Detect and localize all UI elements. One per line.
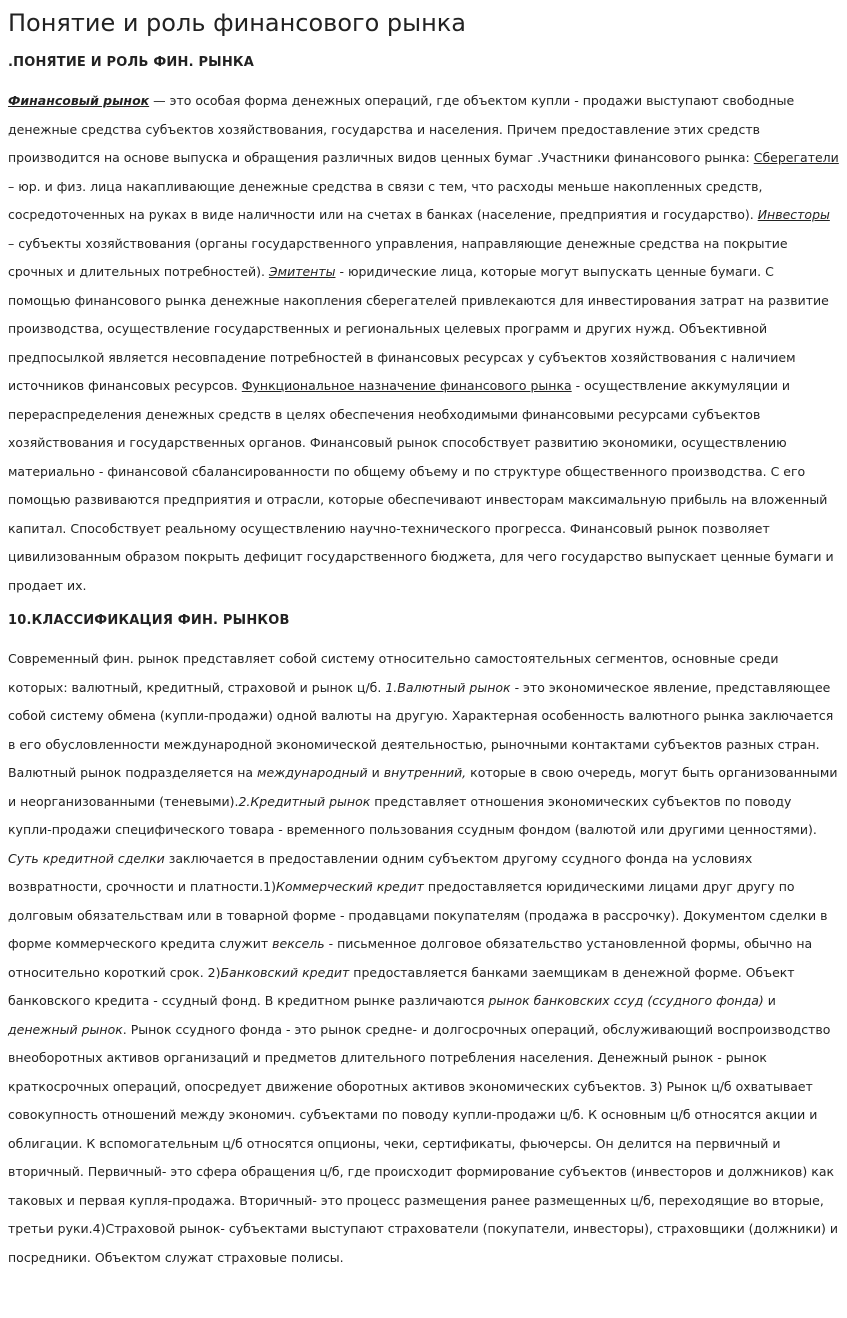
text-segment: заключается в предоставлении одним субъектом другому ссудного фонда на условиях возвратности, срочности и платности.1) bbox=[8, 850, 753, 894]
text-segment: и bbox=[367, 765, 384, 780]
term-commercial-credit: Коммерческий кредит bbox=[275, 879, 424, 894]
term-money-market: денежный рынок bbox=[8, 1021, 123, 1037]
section-paragraph-1 bbox=[8, 87, 839, 600]
section-heading-2: 10.КЛАССИФИКАЦИЯ ФИН. РЫНКОВ bbox=[8, 613, 290, 628]
term-bank-credit: Банковский кредит bbox=[220, 964, 350, 980]
text-segment: – субъекты хозяйствования (органы государственного управления, направляющие денежные средства на покрытие срочных и длительных потребностей). bbox=[8, 235, 788, 279]
page-title: Понятие и роль финансового рынка bbox=[8, 9, 467, 37]
term-issuers: Эмитенты bbox=[268, 264, 336, 279]
term-investors: Инвесторы bbox=[757, 207, 830, 222]
text-segment: предоставляется банками заемщикам в денежной форме. Объект банковского кредита - ссудный фонд. В кредитном рынке различаются bbox=[8, 964, 795, 1008]
text-segment: которые в свою очередь, могут быть организованными и неорганизованными (теневыми). bbox=[8, 765, 838, 809]
term-savers: Сберегатели bbox=[753, 150, 839, 165]
term-promissory-note: вексель bbox=[272, 936, 325, 951]
text-segment: - осуществление аккумуляции и перераспределения денежных средств в целях обеспечения необходимыми финансовыми ресурсами субъектов хозяйствования и государственных органов. Финансовый рынок способствует развитию экономики, осуществлению материально - финансовой сбалансированности по общему объему и по структуре общественного производства. С его помощью развиваются предприятия и отрасли, которые обеспечивают инвесторам максимальную прибыль на вложенный капитал. Способствует реальному осуществлению научно-технического прогресса. Финансовый рынок позволяет цивилизованным образом покрыть дефицит государственного бюджета, для чего государство выпускает ценные бумаги и продает их. bbox=[8, 378, 834, 593]
term-bank-loans-market: рынок банковских ссуд (ссудного фонда) bbox=[488, 993, 764, 1008]
term-credit-market: 2.Кредитный рынок bbox=[238, 793, 371, 809]
term-currency-market: 1.Валютный рынок bbox=[385, 679, 511, 695]
text-segment: предоставляется юридическими лицами друг другу по долговым обязательствам или в товарной форме - продавцами покупателям (продажа в рассрочку). Документом сделки в форме коммерческого кредита служит bbox=[8, 879, 828, 951]
term-credit-deal: Суть кредитной сделки bbox=[8, 850, 165, 866]
text-segment: - юридические лица, которые могут выпускать ценные бумаги. С помощью финансового рынка денежные накопления сберегателей привлекаются для инвестирования затрат на развитие производства, осуществление государственных и региональных целевых программ и других нужд. Объективной предпосылкой является несовпадение потребностей в финансовых ресурсах у субъектов хозяйствования с наличием источников финансовых ресурсов. bbox=[8, 264, 829, 393]
text-segment: – юр. и физ. лица накапливающие денежные средства в связи с тем, что расходы меньше накопленных средств, сосредоточенных на руках в виде наличности или на счетах в банках (население, предприятия и государство). bbox=[8, 178, 763, 222]
text-segment: и bbox=[763, 993, 776, 1008]
text-segment: - письменное долговое обязательство установленной формы, обычно на относительно короткий срок. 2) bbox=[8, 936, 813, 980]
text-segment: представляет отношения экономических субъектов по поводу купли-продажи специфического товара - временного пользования ссудным фондом (валютой или другими ценностями). bbox=[8, 793, 817, 837]
text-segment: — это особая форма денежных операций, где объектом купли - продажи выступают свободные денежные средства субъектов хозяйствования, государства и населения. Причем предоставление этих средств производится на основе выпуска и обращения различных видов ценных бумаг .Участники финансового рынка: bbox=[8, 93, 795, 165]
term-functional-purpose: Функциональное назначение финансового рынка bbox=[241, 378, 572, 393]
section-paragraph-2 bbox=[8, 645, 839, 1272]
text-segment: . Рынок ссудного фонда - это рынок средне- и долгосрочных операций, обслуживающий воспроизводство внеоборотных активов организаций и предметов длительного потребления населения. Денежный рынок - рынок краткосрочных операций, опосредует движение оборотных активов экономических субъектов. 3) Рынок ц/б охватывает совокупность отношений между экономич. субъектами по поводу купли-продажи ц/б. К основным ц/б относятся акции и облигации. К вспомогательным ц/б относятся опционы, чеки, сертификаты, фьючерсы. Он делится на первичный и вторичный. Первичный- это сфера обращения ц/б, где происходит формирование субъектов (инвесторов и должников) как таковых и первая купля-продажа. Вторичный- это процесс размещения ранее размещенных ц/б, переходящие во вторые, третьи руки.4)Страховой рынок- субъектами выступают страхователи (покупатели, инвесторы), страховщики (должники) и посредники. Объектом служат страховые полисы. bbox=[8, 1021, 839, 1265]
term-domestic: внутренний, bbox=[383, 765, 467, 780]
text-segment: Современный фин. рынок представляет собой систему относительно самостоятельных сегментов, основные среди которых: валютный, кредитный, страховой и рынок ц/б. bbox=[8, 651, 779, 695]
term-financial-market: Финансовый рынок bbox=[8, 93, 150, 108]
section-heading-1: .ПОНЯТИЕ И РОЛЬ ФИН. РЫНКА bbox=[8, 55, 255, 70]
text-segment: - это экономическое явление, представляющее собой систему обмена (купли-продажи) одной валюты на другую. Характерная особенность валютного рынка заключается в его обусловленности международной экономической деятельностью, рыночными контактами субъектов разных стран. Валютный рынок подразделяется на bbox=[8, 679, 834, 780]
term-international: международный bbox=[257, 765, 368, 780]
